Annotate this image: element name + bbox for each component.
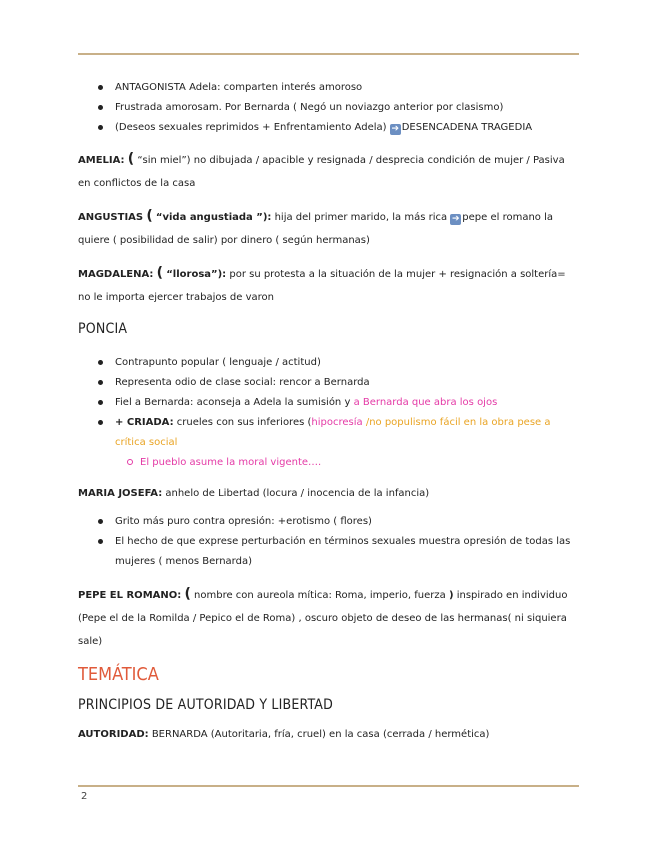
amelia-label: AMELIA: [78, 155, 125, 166]
angustias-text: hija del primer marido, la más rica [271, 212, 448, 223]
maria-josefa-paragraph [78, 482, 578, 505]
criada-label: + CRIADA: [115, 417, 174, 428]
list-item: Grito más puro contra opresión: +erotismo ( flores) [78, 512, 578, 532]
close-paren: ) [448, 590, 454, 601]
magdalena-paragraph [78, 263, 578, 309]
maria-josefa-text: anhelo de Libertad (locura / inocencia de la infancia) [162, 488, 430, 499]
deseos-text: (Deseos sexuales reprimidos + Enfrentamiento Adela) [115, 122, 387, 133]
arrow-right-icon: ➔ [452, 214, 460, 224]
maria-josefa-list [78, 512, 578, 572]
page-number: 2 [81, 791, 88, 802]
pepe-paragraph [78, 584, 578, 653]
open-paren: ( [127, 151, 135, 167]
list-item: Contrapunto popular ( lenguaje / actitud) [78, 353, 578, 373]
poncia-list [78, 353, 578, 473]
list-item: Frustrada amorosam. Por Bernarda ( Negó un noviazgo anterior por clasismo) [78, 98, 578, 118]
fiel-highlight: a Bernarda que abra los ojos [353, 397, 498, 408]
amelia-text: no dibujada / apacible y resignada / desprecia condición de mujer / Pasiva en conflictos de la casa [78, 155, 565, 189]
footer-rule [78, 785, 579, 787]
criada-orange: /no populismo fácil en la obra pese a crítica social [115, 417, 551, 448]
angustias-paragraph [78, 206, 578, 252]
magdalena-label: MAGDALENA: [78, 269, 154, 280]
autoridad-paragraph [78, 723, 578, 746]
list-item: ANTAGONISTA Adela: comparten interés amoroso [78, 78, 578, 98]
criada-pink: hipocresía [311, 417, 363, 428]
pepe-text: inspirado en individuo (Pepe el de la Romilda / Pepico el de Roma) , oscuro objeto de deseo de las hermanas( ni siquiera sale) [78, 590, 568, 647]
tematica-heading: TEMÁTICA [78, 664, 159, 685]
list-item: Representa odio de clase social: rencor a Bernarda [78, 373, 578, 393]
poncia-sublist [115, 453, 578, 473]
antagonista-list [78, 78, 578, 138]
open-paren: ( [146, 208, 153, 224]
list-item [78, 413, 578, 473]
principios-heading: PRINCIPIOS DE AUTORIDAD Y LIBERTAD [78, 697, 333, 713]
pepe-mid: nombre con aureola mítica: Roma, imperio, fuerza [194, 590, 446, 601]
amelia-quote: “sin miel”) [137, 155, 191, 166]
amelia-paragraph [78, 149, 578, 195]
angustias-label: ANGUSTIAS [78, 212, 144, 223]
poncia-heading: PONCIA [78, 321, 128, 337]
page-content [78, 78, 578, 746]
list-item: El pueblo asume la moral vigente…. [78, 453, 578, 473]
autoridad-label: AUTORIDAD: [78, 729, 149, 740]
arrow-right-icon: ➔ [391, 124, 399, 134]
header-rule [78, 53, 579, 55]
magdalena-text: por su protesta a la situación de la mujer + resignación a soltería= no le importa ejercer trabajos de varon [78, 269, 566, 303]
angustias-quote: “vida angustiada ”): [155, 212, 272, 223]
pepe-label: PEPE EL ROMANO: [78, 590, 182, 601]
deseos-after: DESENCADENA TRAGEDIA [401, 122, 533, 133]
open-paren: ( [184, 586, 191, 602]
maria-josefa-label: MARIA JOSEFA: [78, 488, 163, 499]
open-paren: ( [156, 265, 164, 281]
fiel-text: Fiel a Bernarda: aconseja a Adela la sumisión y [115, 397, 354, 408]
list-item [78, 393, 578, 413]
magdalena-quote: “llorosa”): [166, 269, 227, 280]
autoridad-text: BERNARDA (Autoritaria, fría, cruel) en la casa (cerrada / hermética) [148, 729, 490, 740]
criada-text: crueles con sus inferiores ( [173, 417, 312, 428]
angustias-text-after: pepe el romano la quiere ( posibilidad de salir) por dinero ( según hermanas) [78, 212, 554, 246]
list-item: El hecho de que exprese perturbación en términos sexuales muestra opresión de todas las mujeres ( menos Bernarda) [78, 532, 578, 572]
list-item [78, 118, 578, 138]
